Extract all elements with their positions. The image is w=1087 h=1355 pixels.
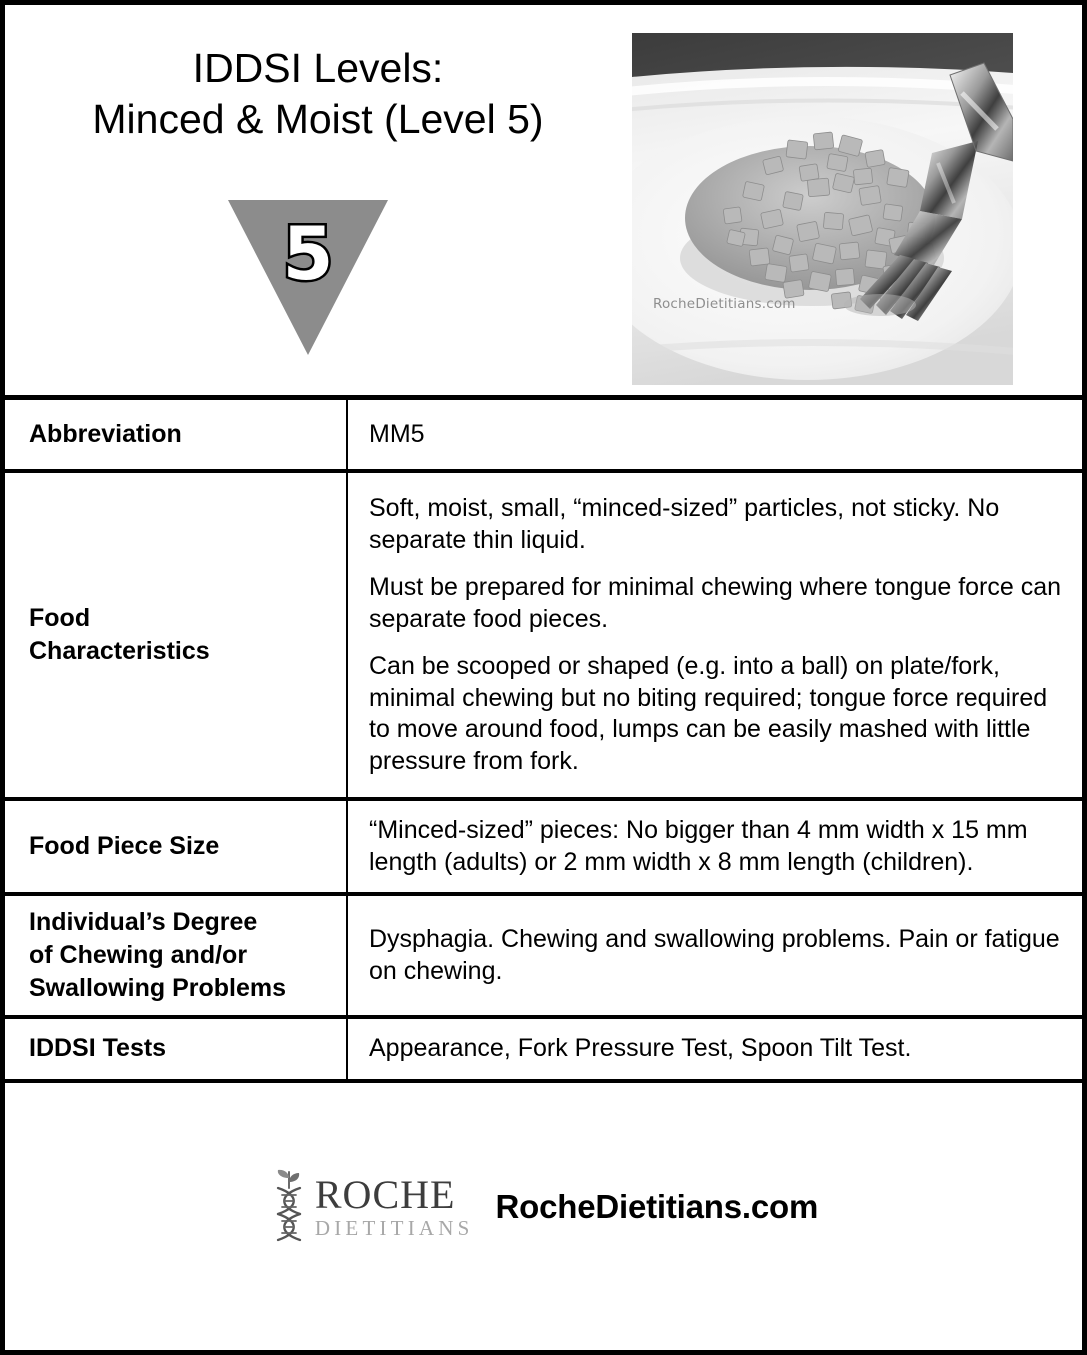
page-title [13,43,623,146]
table-row [5,473,1082,801]
website-url: RocheDietitians.com [495,1188,819,1226]
roche-dietitians-logo [269,1168,474,1246]
card-header [5,5,1082,400]
value-paragraph: Must be prepared for minimal chewing where tongue force can separate food pieces. [369,573,1062,633]
row-label-abbreviation: Abbreviation [5,400,348,469]
value-paragraph: Can be scooped or shaped (e.g. into a ball) on plate/fork, minimal chewing but no biting required; tongue force required to move around food, lumps can be easily mashed with little pressure from fork. [369,652,1048,775]
value-paragraph: Appearance, Fork Pressure Test, Spoon Tilt Test. [369,1034,912,1062]
row-value-food-characteristics [348,473,1082,797]
title-line-1: IDDSI Levels: [192,45,444,91]
label-line-2: Characteristics [29,637,210,665]
value-paragraph: “Minced-sized” pieces: No bigger than 4 mm width x 15 mm length (adults) or 2 mm width x 8 mm length (children). [369,816,1028,876]
level-badge [228,200,388,355]
label-line-1: Food [29,604,91,632]
row-label-food-piece-size: Food Piece Size [5,801,348,892]
specification-table [5,400,1082,1083]
row-label-iddsi-tests: IDDSI Tests [5,1019,348,1079]
table-row [5,400,1082,473]
title-line-2: Minced & Moist (Level 5) [92,96,544,143]
value-paragraph: Soft, moist, small, “minced-sized” particles, not sticky. No separate thin liquid. [369,494,1000,554]
logo-primary-text: ROCHE [314,1172,456,1218]
label-line-2: of Chewing and/or [29,941,248,969]
label-line-3: Swallowing Problems [29,974,286,1002]
value-paragraph: Dysphagia. Chewing and swallowing problems. Pain or fatigue on chewing. [369,925,1060,985]
photo-watermark: RocheDietitians.com [653,296,796,312]
value-paragraph: MM5 [369,419,425,448]
row-value-iddsi-tests [348,1019,1082,1079]
label-line-1: Individual’s Degree [29,908,258,936]
row-label-chewing-swallowing [5,896,348,1015]
logo-secondary-text: DIETITIANS [314,1216,474,1241]
table-row [5,1019,1082,1083]
level-number: 5 [282,212,334,297]
table-row [5,896,1082,1019]
logo-wordmark [314,1172,474,1241]
dna-helix-leaf-icon [269,1168,309,1246]
food-photo [632,33,1013,385]
food-photo-image [632,33,1013,385]
table-row [5,801,1082,896]
card-footer [5,1083,1082,1351]
row-value-chewing-swallowing [348,896,1082,1015]
row-value-abbreviation [348,400,1082,469]
row-value-food-piece-size [348,801,1082,892]
row-label-food-characteristics [5,473,348,797]
